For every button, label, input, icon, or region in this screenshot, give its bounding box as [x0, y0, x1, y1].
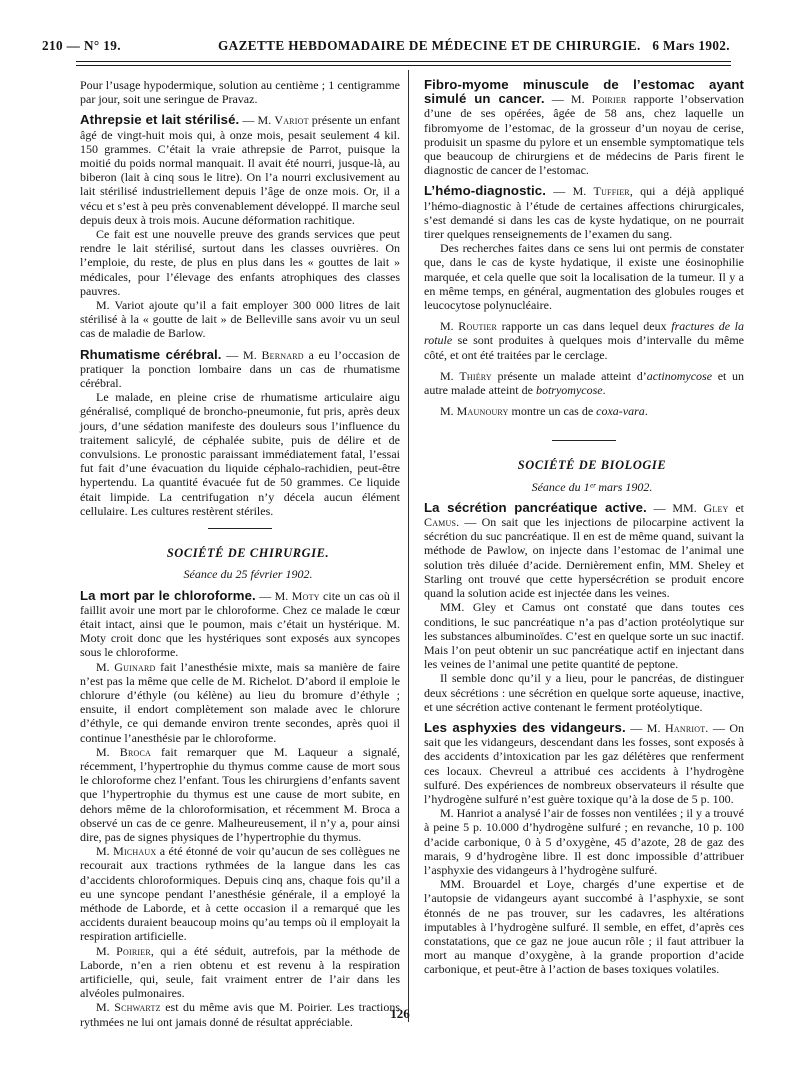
author-poirier: Poirier [116, 943, 151, 958]
author-variot: Variot [274, 113, 309, 128]
running-head [42, 38, 730, 58]
article-title-hemo-diagnostic: L’hémo-diagnostic. [424, 183, 546, 199]
dash: — M. [255, 588, 292, 603]
article-title-athrepsie: Athrepsie et lait stérilisé. [80, 112, 240, 128]
paragraph-thiery: M. Thiéry présente un malade atteint d’actinomycose et un autre malade atteint de botryomycose. [424, 368, 745, 398]
section-rule [552, 440, 616, 441]
author-michaux: Michaux [113, 844, 157, 859]
seance-date-chirurgie: Séance du 25 février 1902. [183, 567, 313, 582]
left-column [80, 78, 400, 1029]
intro-paragraph: Pour l’usage hypodermique, solution au centième ; 1 centigramme par jour, soit une seringue de Pravaz. [80, 78, 400, 107]
italic-term: botryomycose [535, 383, 603, 398]
article-title-chloroforme: La mort par le chloroforme. [80, 587, 256, 603]
article-title-fibromyome: Fibro-myome minuscule de l’estomac ayant simulé un cancer. [424, 77, 744, 107]
dash: — M. [625, 720, 665, 735]
author-maunoury: Maunoury [456, 404, 509, 419]
paragraph-routier: M. Routier rapporte un cas dans lequel deux fractures de la rotule se sont produites à quelques mois d’intervalle du même côté, et ont été traitées par le cerclage. [424, 319, 744, 362]
author-camus: Camus [424, 515, 457, 530]
paragraph: Il semble donc qu’il y a lieu, pour le pancréas, de distinguer deux sécrétions : une sécrétion en quelque sorte aqueuse, inactive, et une sécrétion active contenant le ferment protéolytique. [424, 671, 744, 714]
article-athrepsie [80, 113, 400, 227]
article-title-secretion: La sécrétion pancréatique active. [424, 499, 647, 515]
italic-term: coxa-vara [596, 404, 645, 419]
author-tuffier: Tuffier [593, 184, 630, 199]
author-routier: Routier [458, 319, 498, 334]
dash: — M. [545, 184, 594, 199]
author-thiery: Thiéry [459, 368, 492, 383]
article-chloroforme [80, 589, 400, 660]
paragraph: Des recherches faites dans ce sens lui ont permis de constater que, dans le cas de kyste hydatique, il existe une éosinophilie marquée, et cela quelle que soit la localisation de la tumeur. Il y a en même temps, en général, augmentation des globules rouges et leucocytose polynucléaire. [424, 241, 744, 313]
paragraph-text: . — On sait que les injections de pilocarpine activent la sécrétion du suc pancréatique. Il en est de même quand, suivant la méthode de Pawlow, on injecte dans l’estomac de l’animal une solution très diluée d’acide. Dernièrement enfin, MM. Sheley et Starling ont trouvé que cette hypersécrétion se produit encore quand la solution acide est injectée dans les veines. [424, 515, 744, 601]
article-title-rhumatisme: Rhumatisme cérébral. [80, 346, 222, 362]
paragraph: M. Variot ajoute qu’il a fait employer 300 000 litres de lait stérilisé à la « goutte de lait » de Belleville sans avoir vu un seul cas de maladie de Barlow. [80, 298, 400, 341]
paragraph-poirier: M. Poirier, qui a été séduit, autrefois, par la méthode de Laborde, n’en a rien obtenu et est revenu à la respiration artificielle, qui, seule, fait vraiment entrer de l’air dans les alvéoles pulmonaires. [80, 943, 401, 1001]
paragraph-text: . — On sait que les vidangeurs, descendant dans les fosses, sont exposés à des accidents d’intoxication par les gaz délétères que renferment ces locaux. Chevreul a attribué ces accidents à l’hydrogène sulfuré. Des expériences de nombreux observateurs il résulte que l’hydrogène sulfuré n’est guère toxique qu’à la dose de 5 p. 100. [424, 720, 745, 806]
society-heading-chirurgie: SOCIÉTÉ DE CHIRURGIE. [166, 546, 330, 561]
seance-date-biologie: Séance du 1ᵉʳ mars 1902. [531, 479, 653, 494]
article-hemo-diagnostic [424, 184, 744, 241]
paragraph-michaux: M. Michaux a été étonné de voir qu’aucun de ses collègues ne recourait aux tractions rythmées de la langue dans les cas d’accidents chloroformiques. Depuis cinq ans, chaque fois qu’il a eu une syncope pendant l’anesthésie générale, il a employé la méthode de Laborde, et à cette occasion il a remarqué que les accidents duraient beaucoup moins qu’au temps où il employait la respiration artificielle. [80, 844, 400, 944]
author-moty: Moty [291, 588, 320, 603]
dash: — M. [239, 113, 275, 128]
paragraph-text: présente un enfant âgé de vingt-huit mois qui, à onze mois, pesait seulement 4 kil. 150 grammes. C’était la vraie athrepsie de Parrot, puisque la moitié du poids normal manquait. Il avait été nourri, jusque-là, au biberon (lait à cinq sous le litre). On l’a nourri exclusivement au lait stérilisé industriellement depuis l’âge de onze mois. Or, il a vécu et s’est à peu près convenablement développé. Il marche seul depuis deux à trois mois. Aucune déformation rachitique. [80, 113, 400, 227]
paragraph-text: , qui a déjà appliqué l’hémo-diagnostic à l’étude de certaines affections chirurgicales, s’est demandé si dans les cas de kyste hydatique, on ne pourrait tirer quelques renseignements de l’examen du sang. [424, 184, 745, 242]
author-hanriot: Hanriot [665, 720, 706, 735]
paragraph-maunoury: M. Maunoury montre un cas de coxa-vara. [440, 404, 648, 419]
dash: — MM. [646, 500, 704, 515]
author-schwartz: Schwartz [114, 1000, 161, 1015]
article-title-asphyxies: Les asphyxies des vidangeurs. [424, 719, 626, 735]
issue-number: 210 — N° 19. [42, 38, 121, 53]
paragraph-schwartz: M. Schwartz est du même avis que M. Poirier. Les tractions rythmées ne lui ont jamais donné de résultat appréciable. [80, 1000, 401, 1029]
article-secretion: La sécrétion pancréatique active. — MM. Gley et Camus. — On sait que les injections de pilocarpine activent la sécrétion du suc pancréatique. Il en est de même quand, suivant la méthode de Pawlow, on injecte dans l’estomac de l’animal une solution très diluée d’acide. Dernièrement enfin, MM. Sheley et Starling ont trouvé que cette hypersécrétion se produit encore quand la solution acide est injectée dans les veines. [424, 499, 744, 601]
page-folio: 126 [390, 1006, 410, 1021]
paragraph-text: a eu l’occasion de pratiquer la ponction lombaire dans un cas de rhumatisme cérébral. [80, 347, 401, 391]
paragraph-broca: M. Broca fait remarquer que M. Laqueur a signalé, récemment, l’hypertrophie du thymus comme cause de mort sous le chloroforme chez l’enfant. Tous les chirurgiens d’enfants savent que l’hypertrophie du thymus est une cause de mort subite, en dehors même de la chloroformisation, et récemment M. Broca a observé un cas de ce genre. Malheureusement, il n’y a, pour ainsi dire, pas de signes physiques de l’hypertrophie du thymus. [80, 744, 400, 844]
article-rhumatisme [80, 348, 400, 391]
section-rule [208, 528, 272, 529]
author-bernard: Bernard [261, 347, 304, 362]
society-heading-biologie: SOCIÉTÉ DE BIOLOGIE [517, 458, 667, 473]
paragraph-text: cite un cas où il faillit avoir une mort par le chloroforme. Chez ce malade le cœur était intact, ainsi que le poumon, mais c’était un hystérique. M. Moty croit donc que les hystériques sont exposés aux syncopes sous le chloroforme. [80, 588, 401, 660]
author-gley: Gley [703, 500, 729, 515]
dash: — M. [221, 347, 262, 362]
italic-term: actinomycose [646, 368, 713, 383]
paragraph: M. Hanriot a analysé l’air de fosses non ventilées ; il y a trouvé à peine 5 p. 10.000 d’hydrogène sulfuré ; en revanche, 10 p. 100 d’acide carbonique, 0 à 5 d’oxygène, 45 d’azote, 28 de gaz des marais, 9 d’hydrogène libre. Il est donc impossible d’attribuer l’asphyxie des vidangeurs à l’hydrogène sulfuré. [424, 806, 744, 877]
paragraph-text: rapporte l’observation d’une de ses opérées, âgée de 58 ans, chez laquelle un fibromyome de l’estomac, de la grosseur d’un noyau de cerise, produisit un spasme du pylore et un ensemble symptomatique tels que beaucoup de chirurgiens et de médecins de Paris firent le diagnostic de cancer de l’estomac. [424, 92, 745, 178]
article-asphyxies [424, 721, 744, 806]
author-broca: Broca [119, 744, 151, 759]
italic-term: fractures de la rotule [424, 319, 744, 348]
paragraph: MM. Brouardel et Loye, chargés d’une expertise et de l’autopsie de vidangeurs ayant succombé à l’asphyxie, se sont étonnés de ne pas trouver, sur les cadavres, les altérations imputables à l’hydrogène sulfuré. Il semble, en effet, d’après ces constatations, que ce gaz ne joue aucun rôle ; il faut attribuer la mort au manque d’oxygène, à la grande proportion d’acide carbonique, et peut-être à l’action de bases toxiques volatiles. [424, 877, 744, 977]
paragraph: Le malade, en pleine crise de rhumatisme articulaire aigu généralisé, compliqué de broncho-pneumonie, fut pris, après deux jours, d’une sédation manifeste des douleurs sous l’influence du traitement salicylé, de céphalée subite, puis de délire et de convulsions. Le pronostic paraissant immédiatement fatal, l’essai fut fait d’une évacuation du liquide céphalo-rachidien, peut-être hypertendu. La quantité évacuée fut de 50 grammes. Ce liquide était limpide. La centrifugation n’y décela aucun élément cellulaire. Les cultures restèrent stériles. [80, 390, 400, 518]
author-poirier: Poirier [591, 92, 627, 107]
header-rule-thick [76, 61, 731, 62]
issue-date: 6 Mars 1902. [652, 38, 730, 53]
author-guinard: Guinard [114, 659, 156, 674]
column-divider [408, 70, 409, 1022]
paragraph-guinard: M. Guinard fait l’anesthésie mixte, mais sa manière de faire n’est pas la même que celle de M. Richelot. D’abord il emploie le chlorure d’éthyle (ou kélène) au lieu du bromure d’éthyle ; ensuite, il endort complètement son malade avec le chlorure d’éthyle, ce qui demande environ trente secondes, après quoi il continue l’anesthésie par le chloroforme. [80, 659, 400, 745]
paragraph: MM. Gley et Camus ont constaté que dans toutes ces conditions, le suc pancréatique n’a pas d’action protéolytique sur les substances albuminoïdes. C’est en quelque sorte un suc inactif. Mais l’on peut obtenir un suc pancréatique actif en injectant dans les veines de l’animal une petite quantité de peptone. [424, 600, 744, 672]
header-rule-thin [76, 65, 731, 66]
journal-title: GAZETTE HEBDOMADAIRE DE MÉDECINE ET DE CHIRURGIE. [218, 38, 641, 53]
right-column [424, 78, 744, 977]
dash: — M. [544, 92, 592, 107]
article-fibromyome [424, 78, 744, 177]
paragraph: Ce fait est une nouvelle preuve des grands services que peut rendre le lait stérilisé, surtout dans les classes ouvrières. On l’emploie, du reste, de plus en plus dans les « gouttes de lait » médicales, pour l’élevage des enfants atrophiques des classes pauvres. [80, 227, 400, 298]
